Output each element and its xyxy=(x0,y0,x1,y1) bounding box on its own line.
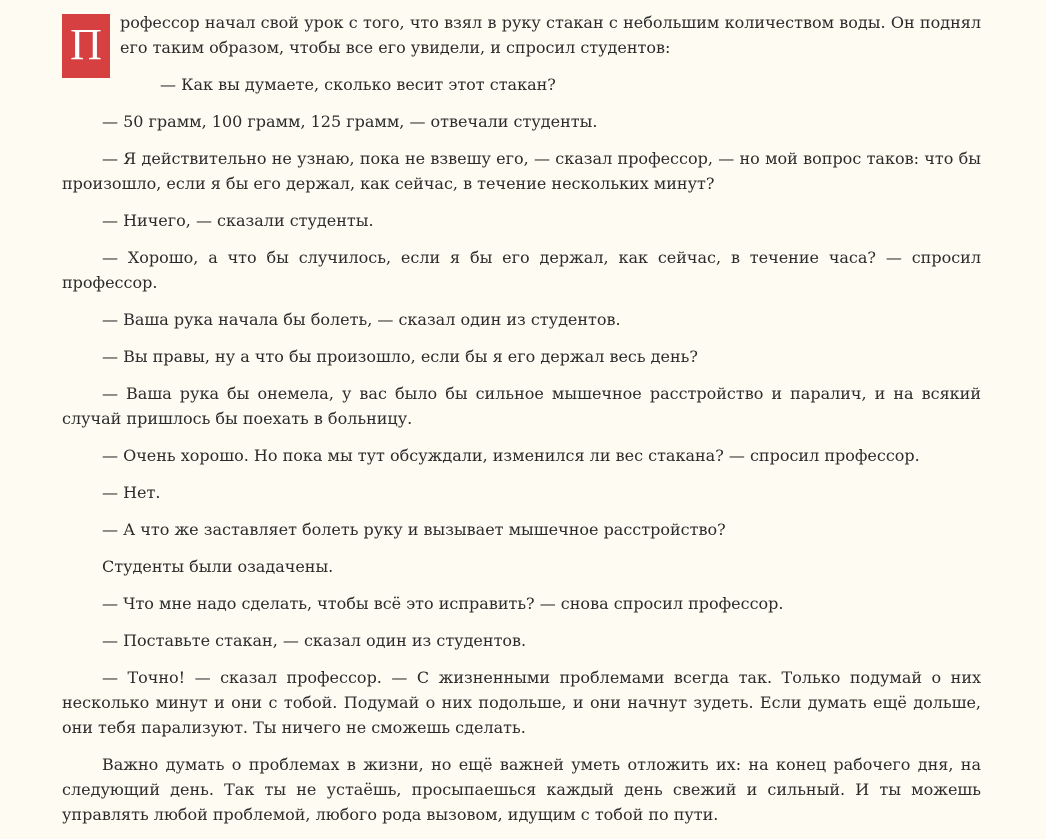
paragraph-text: рофессор начал свой урок с того, что взял в руку стакан с небольшим количеством воды. Он поднял его таким образом, чтобы все его увидели, и спросил студентов: xyxy=(120,13,981,57)
article-paragraph: — Я действительно не узнаю, пока не взвешу его, — сказал профессор, — но мой вопрос таков: что бы произошло, если я бы его держал, как сейчас, в течение нескольких минут? xyxy=(62,149,981,193)
article-paragraph: — 50 грамм, 100 грамм, 125 грамм, — отвечали студенты. xyxy=(102,112,598,131)
article-paragraph: — Нет. xyxy=(102,483,161,502)
article-paragraph: — Поставьте стакан, — сказал один из студентов. xyxy=(102,631,527,650)
article-paragraph: — Что мне надо сделать, чтобы всё это исправить? — снова спросил профессор. xyxy=(102,594,784,613)
article-paragraph-1 xyxy=(62,10,981,69)
article-paragraph: — Ваша рука бы онемела, у вас было бы сильное мышечное расстройство и паралич, и на всякий случай пришлось бы поехать в больницу. xyxy=(62,384,981,428)
article-paragraph: — Точно! — сказал профессор. — С жизненными проблемами всегда так. Только подумай о них несколько минут и они с тобой. Подумай о них подольше, и они начнут зудеть. Если думать ещё дольше, они тебя парализуют. Ты ничего не сможешь сделать. xyxy=(62,668,981,737)
article-paragraph: — Ваша рука начала бы болеть, — сказал один из студентов. xyxy=(102,310,621,329)
article-paragraph: — Хорошо, а что бы случилось, если я бы его держал, как сейчас, в течение часа? — спросил профессор. xyxy=(62,248,981,292)
article-body xyxy=(62,10,981,839)
article-paragraph: — Ничего, — сказали студенты. xyxy=(102,211,374,230)
article-paragraph: Студенты были озадачены. xyxy=(102,557,334,576)
drop-cap: П xyxy=(62,14,110,78)
article-paragraph: — А что же заставляет болеть руку и вызывает мышечное расстройство? xyxy=(102,520,726,539)
article-paragraph: Важно думать о проблемах в жизни, но ещё важней уметь отложить их: на конец рабочего дня, на следующий день. Так ты не устаёшь, просыпаешься каждый день свежий и сильный. И ты можешь управлять любой проблемой, любого рода вызовом, идущим с тобой по пути. xyxy=(62,755,981,824)
article-paragraph: — Вы правы, ну а что бы произошло, если бы я его держал весь день? xyxy=(102,347,698,366)
article-paragraph: — Как вы думаете, сколько весит этот стакан? xyxy=(160,75,556,94)
article-paragraph: — Очень хорошо. Но пока мы тут обсуждали, изменился ли вес стакана? — спросил профессор. xyxy=(102,446,920,465)
